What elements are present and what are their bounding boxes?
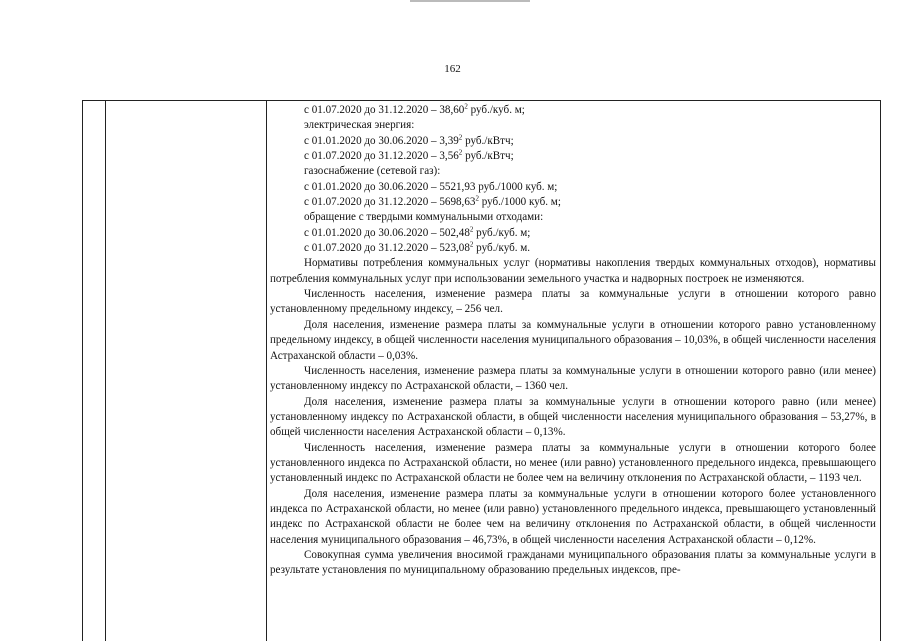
page-number: 162 <box>444 63 461 75</box>
tariff-line: с 01.07.2020 до 31.12.2020 – 3,56$^2$ руб./кВтч; <box>304 148 514 163</box>
document-table <box>82 100 881 641</box>
paragraph: Совокупная сумма увеличения вносимой гражданами муниципального образования платы за коммунальные услуги в результате установления по муниципальному образованию предельных индексов, пре- <box>270 548 876 577</box>
tariff-line: с 01.07.2020 до 31.12.2020 – 5698,63$^2$ руб./1000 куб. м; <box>304 194 561 209</box>
table-cell-content <box>270 103 876 579</box>
paragraph: Доля населения, изменение размера платы за коммунальные услуги в отношении которого равно установленному предельному индексу, в общей численности населения муниципального образования – 10,03%, в общей численности населения Астраханской области – 0,03%. <box>270 318 876 362</box>
table-column-divider-1 <box>105 101 106 641</box>
top-scan-mark <box>410 0 530 2</box>
table-border-left <box>82 101 83 641</box>
paragraph: Нормативы потребления коммунальных услуг (нормативы накопления твердых коммунальных отходов), нормативы потребления коммунальных услуг при использовании земельного участка и надворных построек не изменяются. <box>270 257 876 285</box>
tariff-line: с 01.01.2020 до 30.06.2020 – 3,39$^2$ руб./кВтч; <box>304 133 514 147</box>
tariff-heading-electricity: электрическая энергия: <box>304 119 415 132</box>
tariff-line: с 01.01.2020 до 30.06.2020 – 502,48$^2$ руб./куб. м; <box>304 225 531 239</box>
table-column-divider-2 <box>266 101 267 641</box>
tariff-heading-solid-waste: обращение с твердыми коммунальными отходами: <box>304 211 544 224</box>
tariff-line: с 01.07.2020 до 31.12.2020 – 38,60$^2$ руб./куб. м; <box>304 102 525 116</box>
tariff-line: с 01.01.2020 до 30.06.2020 – 5521,93 руб./1000 куб. м; <box>304 180 558 193</box>
paragraph: Доля населения, изменение размера платы за коммунальные услуги в отношении которого более установленного индекса по Астраханской области, но менее (или равно) установленного предельного индекса, превышающего установленный индекс по Астраханской области не более чем на величину отклонения по Астраханской области, в общей численности населения муниципального образования – 46,73%, в общей численности населения Астраханской области – 0,12%. <box>270 487 876 546</box>
table-border-right <box>880 101 881 641</box>
paragraph: Численность населения, изменение размера платы за коммунальные услуги в отношении которого равно установленному предельному индексу, – 256 чел. <box>270 288 876 316</box>
tariff-line: с 01.07.2020 до 31.12.2020 – 523,08$^2$ руб./куб. м. <box>304 240 531 255</box>
paragraph: Численность населения, изменение размера платы за коммунальные услуги в отношении которого более установленного индекса по Астраханской области, но менее (или равно) установленного предельного индекса, превышающего установленный индекс по Астраханской области не более чем на величину отклонения по Астраханской области, – 1193 чел. <box>270 441 876 485</box>
paragraph: Доля населения, изменение размера платы за коммунальные услуги в отношении которого равно (или менее) установленному индексу по Астраханской области, в общей численности населения муниципального образования – 53,27%, в общей численности населения Астраханской области – 0,13%. <box>270 395 876 439</box>
tariff-heading-gas: газоснабжение (сетевой газ): <box>304 165 441 178</box>
paragraph: Численность населения, изменение размера платы за коммунальные услуги в отношении которого равно (или менее) установленному индексу по Астраханской области, – 1360 чел. <box>270 364 876 393</box>
